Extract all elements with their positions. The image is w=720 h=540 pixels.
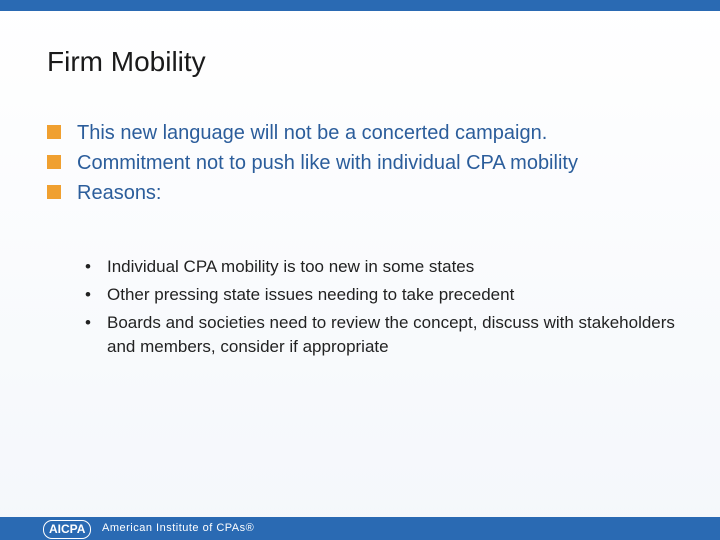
sub-bullet-item bbox=[85, 255, 695, 279]
square-bullet-icon bbox=[47, 155, 61, 169]
bullet-text: This new language will not be a concerted campaign. bbox=[77, 122, 548, 144]
bullet-text: Reasons: bbox=[77, 182, 162, 204]
bullet-item bbox=[47, 180, 697, 206]
aicpa-logo: AICPA bbox=[43, 520, 91, 539]
org-name: American Institute of CPAs® bbox=[102, 522, 255, 534]
sub-bullet-item bbox=[85, 283, 695, 307]
square-bullet-icon bbox=[47, 185, 61, 199]
sub-bullet-text: Individual CPA mobility is too new in some states bbox=[107, 257, 475, 276]
sub-bullet-text: Other pressing state issues needing to take precedent bbox=[107, 285, 515, 304]
slide-title: Firm Mobility bbox=[47, 46, 206, 77]
dot-bullet-icon: • bbox=[85, 313, 91, 332]
bullet-item bbox=[47, 150, 697, 176]
dot-bullet-icon: • bbox=[85, 285, 91, 304]
square-bullet-icon bbox=[47, 125, 61, 139]
sub-bullet-list bbox=[85, 255, 695, 363]
bullet-item bbox=[47, 120, 697, 146]
sub-bullet-text: Boards and societies need to review the concept, discuss with stakeholders and members, consider if appropriate bbox=[107, 313, 675, 356]
top-accent-bar bbox=[0, 0, 720, 11]
footer-bar bbox=[0, 517, 720, 540]
main-bullet-list bbox=[47, 120, 697, 210]
sub-bullet-item bbox=[85, 311, 695, 359]
dot-bullet-icon: • bbox=[85, 257, 91, 276]
bullet-text: Commitment not to push like with individual CPA mobility bbox=[77, 152, 578, 174]
